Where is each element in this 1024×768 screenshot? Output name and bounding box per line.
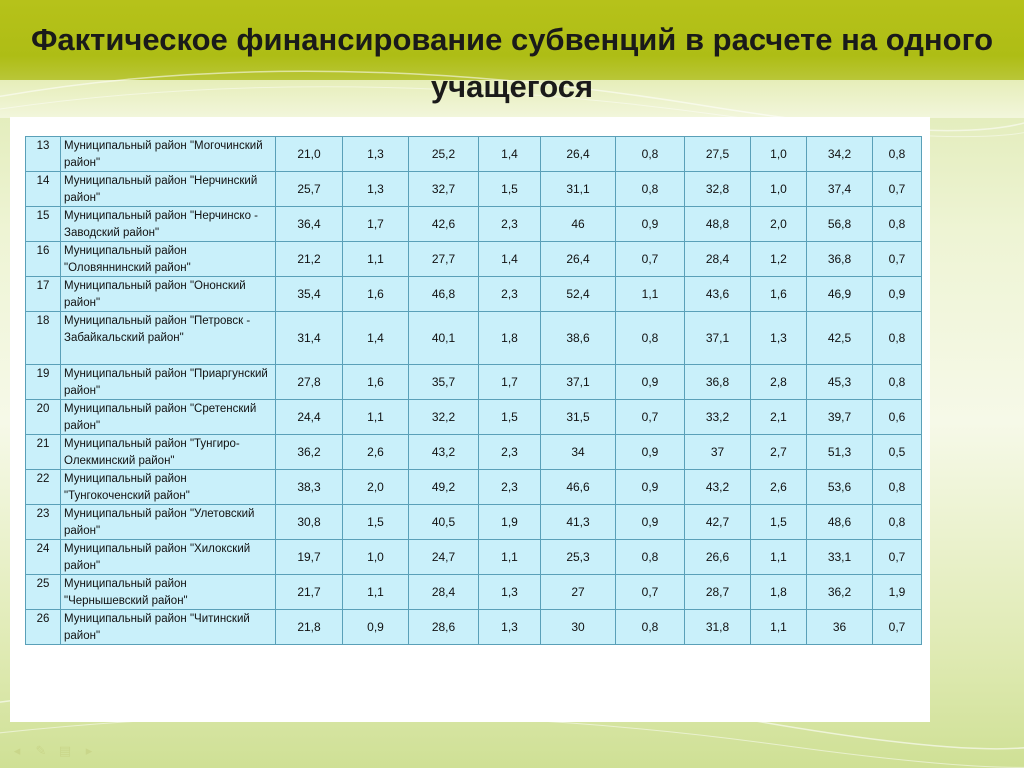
value-cell: 1,5 <box>479 400 541 435</box>
value-cell: 51,3 <box>807 435 873 470</box>
district-name: Муниципальный район "Тунгокоченский район" <box>61 470 276 505</box>
row-number: 18 <box>26 312 61 365</box>
value-cell: 36 <box>807 610 873 645</box>
slide-nav-controls <box>8 742 98 762</box>
value-cell: 1,3 <box>343 172 409 207</box>
value-cell: 1,1 <box>343 400 409 435</box>
value-cell: 28,4 <box>409 575 479 610</box>
value-cell: 25,7 <box>276 172 343 207</box>
value-cell: 1,3 <box>479 610 541 645</box>
pen-icon[interactable]: ✎ <box>35 744 47 759</box>
value-cell: 1,9 <box>873 575 922 610</box>
value-cell: 49,2 <box>409 470 479 505</box>
value-cell: 42,5 <box>807 312 873 365</box>
district-name: Муниципальный район "Ононский район" <box>61 277 276 312</box>
value-cell: 1,8 <box>479 312 541 365</box>
value-cell: 1,5 <box>751 505 807 540</box>
row-number: 14 <box>26 172 61 207</box>
row-number: 26 <box>26 610 61 645</box>
value-cell: 43,2 <box>685 470 751 505</box>
value-cell: 2,0 <box>751 207 807 242</box>
value-cell: 0,7 <box>873 172 922 207</box>
district-name: Муниципальный район "Улетовский район" <box>61 505 276 540</box>
value-cell: 2,0 <box>343 470 409 505</box>
district-name: Муниципальный район "Нерчинский район" <box>61 172 276 207</box>
value-cell: 24,7 <box>409 540 479 575</box>
table-row <box>26 312 922 365</box>
district-name: Муниципальный район "Оловяннинский район" <box>61 242 276 277</box>
value-cell: 1,4 <box>479 137 541 172</box>
value-cell: 48,8 <box>685 207 751 242</box>
value-cell: 0,7 <box>873 610 922 645</box>
value-cell: 2,3 <box>479 435 541 470</box>
value-cell: 48,6 <box>807 505 873 540</box>
value-cell: 2,3 <box>479 277 541 312</box>
value-cell: 21,8 <box>276 610 343 645</box>
value-cell: 37,1 <box>541 365 616 400</box>
value-cell: 36,8 <box>807 242 873 277</box>
value-cell: 46,6 <box>541 470 616 505</box>
value-cell: 32,2 <box>409 400 479 435</box>
table-row <box>26 365 922 400</box>
value-cell: 28,4 <box>685 242 751 277</box>
row-number: 21 <box>26 435 61 470</box>
value-cell: 1,3 <box>343 137 409 172</box>
value-cell: 30 <box>541 610 616 645</box>
value-cell: 21,0 <box>276 137 343 172</box>
value-cell: 1,1 <box>343 242 409 277</box>
row-number: 16 <box>26 242 61 277</box>
row-number: 13 <box>26 137 61 172</box>
value-cell: 36,2 <box>807 575 873 610</box>
value-cell: 0,8 <box>873 207 922 242</box>
value-cell: 32,8 <box>685 172 751 207</box>
value-cell: 37 <box>685 435 751 470</box>
row-number: 23 <box>26 505 61 540</box>
table-row <box>26 277 922 312</box>
arrow-right-icon[interactable]: ▸ <box>85 744 93 759</box>
row-number: 24 <box>26 540 61 575</box>
value-cell: 36,8 <box>685 365 751 400</box>
value-cell: 56,8 <box>807 207 873 242</box>
value-cell: 0,8 <box>873 365 922 400</box>
district-name: Муниципальный район "Сретенский район" <box>61 400 276 435</box>
value-cell: 43,6 <box>685 277 751 312</box>
value-cell: 0,7 <box>616 400 685 435</box>
value-cell: 26,4 <box>541 242 616 277</box>
table-row <box>26 242 922 277</box>
value-cell: 0,9 <box>616 207 685 242</box>
value-cell: 43,2 <box>409 435 479 470</box>
value-cell: 46 <box>541 207 616 242</box>
value-cell: 1,1 <box>616 277 685 312</box>
value-cell: 1,3 <box>751 312 807 365</box>
value-cell: 2,3 <box>479 470 541 505</box>
value-cell: 1,4 <box>479 242 541 277</box>
row-number: 25 <box>26 575 61 610</box>
value-cell: 1,7 <box>479 365 541 400</box>
value-cell: 31,4 <box>276 312 343 365</box>
value-cell: 0,8 <box>873 312 922 365</box>
row-number: 15 <box>26 207 61 242</box>
value-cell: 27,7 <box>409 242 479 277</box>
district-name: Муниципальный район "Читинский район" <box>61 610 276 645</box>
value-cell: 0,7 <box>616 242 685 277</box>
value-cell: 31,8 <box>685 610 751 645</box>
value-cell: 34 <box>541 435 616 470</box>
arrow-left-icon[interactable]: ◂ <box>13 744 21 759</box>
value-cell: 42,7 <box>685 505 751 540</box>
table-row <box>26 137 922 172</box>
row-number: 19 <box>26 365 61 400</box>
value-cell: 0,8 <box>873 137 922 172</box>
value-cell: 1,1 <box>479 540 541 575</box>
value-cell: 39,7 <box>807 400 873 435</box>
value-cell: 0,9 <box>873 277 922 312</box>
row-number: 20 <box>26 400 61 435</box>
district-name: Муниципальный район "Могочинский район" <box>61 137 276 172</box>
value-cell: 2,3 <box>479 207 541 242</box>
row-number: 22 <box>26 470 61 505</box>
value-cell: 1,4 <box>343 312 409 365</box>
table-row <box>26 610 922 645</box>
table-row <box>26 505 922 540</box>
value-cell: 45,3 <box>807 365 873 400</box>
value-cell: 1,1 <box>343 575 409 610</box>
value-cell: 1,6 <box>343 365 409 400</box>
value-cell: 0,7 <box>873 540 922 575</box>
table-row <box>26 435 922 470</box>
value-cell: 1,5 <box>343 505 409 540</box>
value-cell: 38,6 <box>541 312 616 365</box>
value-cell: 0,9 <box>616 470 685 505</box>
value-cell: 37,4 <box>807 172 873 207</box>
table-row <box>26 207 922 242</box>
value-cell: 1,6 <box>343 277 409 312</box>
value-cell: 19,7 <box>276 540 343 575</box>
value-cell: 2,7 <box>751 435 807 470</box>
value-cell: 38,3 <box>276 470 343 505</box>
value-cell: 35,7 <box>409 365 479 400</box>
value-cell: 1,2 <box>751 242 807 277</box>
table-row <box>26 470 922 505</box>
district-name: Муниципальный район "Тунгиро- Олекминский район" <box>61 435 276 470</box>
value-cell: 33,1 <box>807 540 873 575</box>
financing-table <box>25 136 922 645</box>
menu-icon[interactable]: ▤ <box>58 744 72 759</box>
value-cell: 1,1 <box>751 540 807 575</box>
value-cell: 0,9 <box>616 365 685 400</box>
value-cell: 0,6 <box>873 400 922 435</box>
row-number: 17 <box>26 277 61 312</box>
value-cell: 1,5 <box>479 172 541 207</box>
district-name: Муниципальный район "Нерчинско - Заводский район" <box>61 207 276 242</box>
value-cell: 0,8 <box>873 470 922 505</box>
table-row <box>26 575 922 610</box>
value-cell: 37,1 <box>685 312 751 365</box>
value-cell: 0,7 <box>873 242 922 277</box>
value-cell: 1,3 <box>479 575 541 610</box>
value-cell: 35,4 <box>276 277 343 312</box>
value-cell: 1,6 <box>751 277 807 312</box>
value-cell: 0,8 <box>616 610 685 645</box>
value-cell: 2,1 <box>751 400 807 435</box>
value-cell: 1,0 <box>343 540 409 575</box>
value-cell: 27,5 <box>685 137 751 172</box>
value-cell: 28,7 <box>685 575 751 610</box>
value-cell: 2,8 <box>751 365 807 400</box>
value-cell: 33,2 <box>685 400 751 435</box>
table-row <box>26 172 922 207</box>
value-cell: 31,1 <box>541 172 616 207</box>
value-cell: 28,6 <box>409 610 479 645</box>
value-cell: 0,8 <box>616 540 685 575</box>
value-cell: 27 <box>541 575 616 610</box>
value-cell: 40,1 <box>409 312 479 365</box>
value-cell: 1,1 <box>751 610 807 645</box>
value-cell: 1,0 <box>751 137 807 172</box>
value-cell: 53,6 <box>807 470 873 505</box>
value-cell: 41,3 <box>541 505 616 540</box>
value-cell: 0,9 <box>616 505 685 540</box>
table-row <box>26 540 922 575</box>
value-cell: 0,7 <box>616 575 685 610</box>
district-name: Муниципальный район "Чернышевский район" <box>61 575 276 610</box>
value-cell: 26,4 <box>541 137 616 172</box>
value-cell: 40,5 <box>409 505 479 540</box>
value-cell: 21,7 <box>276 575 343 610</box>
value-cell: 46,8 <box>409 277 479 312</box>
district-name: Муниципальный район "Петровск - Забайкальский район" <box>61 312 276 365</box>
district-name: Муниципальный район "Хилокский район" <box>61 540 276 575</box>
value-cell: 1,0 <box>751 172 807 207</box>
value-cell: 1,9 <box>479 505 541 540</box>
value-cell: 36,2 <box>276 435 343 470</box>
value-cell: 31,5 <box>541 400 616 435</box>
value-cell: 25,2 <box>409 137 479 172</box>
value-cell: 21,2 <box>276 242 343 277</box>
value-cell: 0,8 <box>616 312 685 365</box>
value-cell: 30,8 <box>276 505 343 540</box>
slide-title: Фактическое финансирование субвенций в расчете на одного учащегося <box>30 22 994 104</box>
value-cell: 36,4 <box>276 207 343 242</box>
value-cell: 2,6 <box>751 470 807 505</box>
value-cell: 52,4 <box>541 277 616 312</box>
value-cell: 42,6 <box>409 207 479 242</box>
value-cell: 0,5 <box>873 435 922 470</box>
value-cell: 1,8 <box>751 575 807 610</box>
value-cell: 24,4 <box>276 400 343 435</box>
value-cell: 0,8 <box>873 505 922 540</box>
value-cell: 26,6 <box>685 540 751 575</box>
value-cell: 34,2 <box>807 137 873 172</box>
district-name: Муниципальный район "Приаргунский район" <box>61 365 276 400</box>
value-cell: 0,9 <box>616 435 685 470</box>
value-cell: 0,9 <box>343 610 409 645</box>
value-cell: 0,8 <box>616 137 685 172</box>
value-cell: 32,7 <box>409 172 479 207</box>
value-cell: 2,6 <box>343 435 409 470</box>
value-cell: 27,8 <box>276 365 343 400</box>
value-cell: 25,3 <box>541 540 616 575</box>
value-cell: 0,8 <box>616 172 685 207</box>
table-row <box>26 400 922 435</box>
value-cell: 46,9 <box>807 277 873 312</box>
value-cell: 1,7 <box>343 207 409 242</box>
